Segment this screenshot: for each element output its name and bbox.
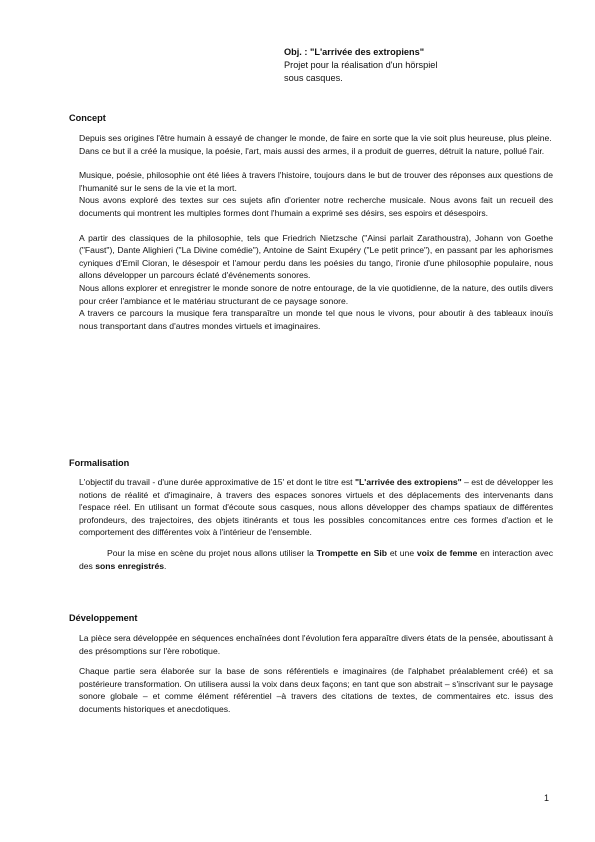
paragraph: Nous avons exploré des textes sur ces sujets afin d'orienter notre recherche musicale. Nous avons fait un recueil des documents qui montrent les multiples formes dont l'humain a exprimé ses désirs, ses espoirs et désespoirs.: [79, 195, 553, 218]
voice-emphasis: voix de femme: [416, 547, 478, 558]
instrument-emphasis: Trompette en Sib: [316, 547, 388, 558]
paragraph: Chaque partie sera élaborée sur la base de sons référentiels e imaginaires (de l'alphabet préalablement créé) et sa postérieure transformation. On utilisera aussi la voix dans deux façons; en tant que son abstrait – s'inscrivant sur le paysage sonore globale – et comme élément référentiel –à travers des citations de textes, de commentaires etc. issus des documents historiques et anecdotiques.: [79, 666, 553, 714]
paragraph: Nous allons explorer et enregistrer le monde sonore de notre entourage, de la vie quotidienne, de la nature, des outils divers pour créer l'ambiance et le matériau structurant de ce paysage sonore.: [79, 282, 553, 306]
paragraph: Pour la mise en scène du projet nous allons utiliser la Trompette en Sib et une voix de femme en interaction avec des sons enregistrés.: [79, 547, 554, 571]
sounds-emphasis: sons enregistrés: [95, 560, 165, 571]
paragraph: La pièce sera développée en séquences enchaînées dont l'évolution fera apparaître divers états de la pensée, aboutissant à des présomptions sur l'ère robotique.: [79, 633, 553, 656]
paragraph: A partir des classiques de la philosophie, tels que Friedrich Nietzsche ("Ainsi parlait Zarathoustra), Johann von Goethe ("Faust"), Dante Alighieri ("La Divine comédie"), Antoine de Saint Exupéry ("Le petit prince"), en passant par les aphorismes cyniques d'Emil Cioran, le désespoir et l'amour perdu dans les poésies du tango, l'ironie d'une philosophie populaire, nous allons développer un parcours éclaté d'événements sonores.: [79, 232, 553, 281]
section-heading-developpement: Développement: [69, 613, 138, 623]
section-heading-concept: Concept: [69, 113, 106, 123]
section-heading-formalisation: Formalisation: [69, 458, 130, 468]
paragraph: A travers ce parcours la musique fera transparaître un monde tel que nous le vivons, pour aboutir à des tableaux inouïs nous transportant dans d'autres mondes virtuels et imaginaires.: [79, 308, 553, 331]
paragraph: Dans ce but il a créé la musique, la poésie, l'art, mais aussi des armes, il a produit de guerres, détruit la nature, pollué l'air.: [79, 145, 545, 156]
project-title: Obj. : "L'arrivée des extropiens": [284, 47, 425, 57]
project-subtitle-line2: sous casques.: [284, 73, 343, 83]
paragraph: Musique, poésie, philosophie ont été liées à travers l'histoire, toujours dans le but de trouver des réponses aux questions de l'humanité sur le sens de la vie et la mort.: [79, 170, 553, 193]
concept-body: [79, 132, 553, 332]
project-subtitle-line1: Projet pour la réalisation d'un hörspiel: [284, 60, 438, 70]
formalisation-body: [79, 476, 553, 572]
title-emphasis: "L'arrivée des extropiens": [354, 477, 462, 487]
paragraph: L'objectif du travail - d'une durée approximative de 15' et dont le titre est "L'arrivée des extropiens" – est de développer les notions de réalité et d'imaginaire, à travers des espaces sonores virtuels et des déplacements des intervenants dans l'espace réel. En utilisant un format d'écoute sous casques, nous allons développer des champs spatiaux de différentes profondeurs, des trajectoires, des objets itinérants et tous les possibles concomitances entre ces formes d'action et le comportement des différentes voix à l'intérieur de l'ensemble.: [79, 477, 554, 538]
developpement-body: [79, 632, 553, 716]
paragraph: Depuis ses origines l'être humain à essayé de changer le monde, de faire en sorte que la vie soit plus heureuse, plus pleine.: [79, 133, 552, 143]
document-header: [284, 46, 544, 85]
page-number: 1: [544, 793, 550, 803]
